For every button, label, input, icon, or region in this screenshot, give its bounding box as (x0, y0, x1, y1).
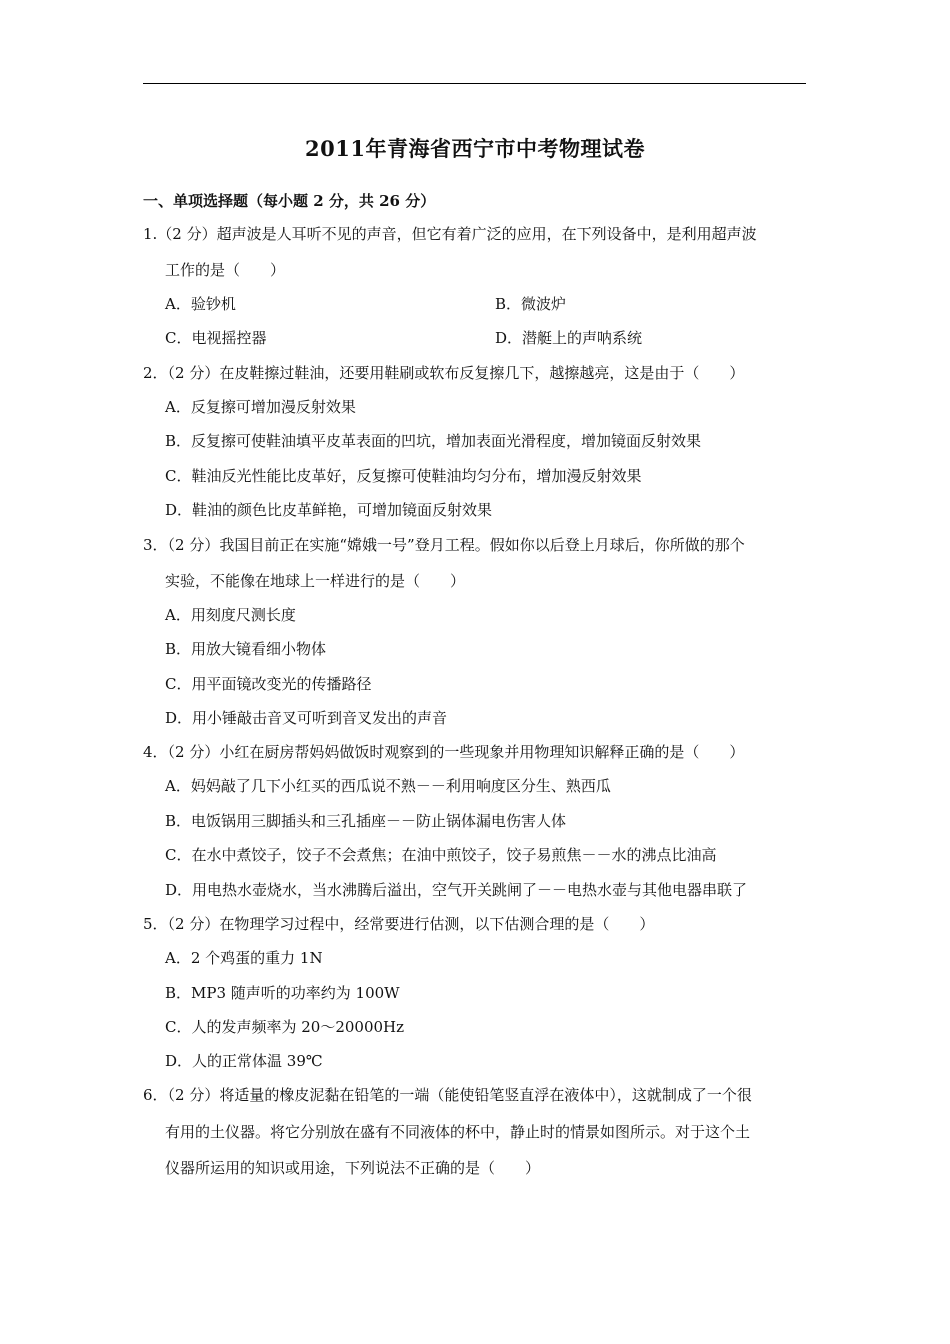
question-6-stem: 6．（2 分）将适量的橡皮泥黏在铅笔的一端（能使铅笔竖直浮在液体中），这就制成了一个很 (143, 1086, 752, 1104)
section-heading: 一、单项选择题（每小题 2 分，共 26 分） (143, 192, 436, 210)
question-4-option-b: B．电饭锅用三脚插头和三孔插座－－防止锅体漏电伤害人体 (165, 812, 567, 830)
question-6-stem-cont-2: 仪器所运用的知识或用途，下列说法不正确的是（ ） (165, 1159, 541, 1177)
question-2-option-b: B．反复擦可使鞋油填平皮革表面的凹坑，增加表面光滑程度，增加镜面反射效果 (165, 432, 702, 450)
header-rule (143, 83, 806, 84)
question-2-option-a: A．反复擦可增加漫反射效果 (165, 398, 356, 416)
question-2-option-c: C．鞋油反光性能比皮革好，反复擦可使鞋油均匀分布，增加漫反射效果 (165, 467, 642, 485)
question-5-option-b: B．MP3 随声听的功率约为 100W (165, 984, 400, 1002)
question-1-option-b: B．微波炉 (495, 295, 567, 313)
question-6-stem-cont-1: 有用的土仪器。将它分别放在盛有不同液体的杯中，静止时的情景如图所示。对于这个土 (165, 1123, 751, 1141)
question-3-option-d: D．用小锤敲击音叉可听到音叉发出的声音 (165, 709, 448, 727)
question-4-option-a: A．妈妈敲了几下小红买的西瓜说不熟－－利用响度区分生、熟西瓜 (165, 777, 611, 795)
question-3-option-b: B．用放大镜看细小物体 (165, 640, 327, 658)
question-3-stem: 3．（2 分）我国目前正在实施“嫦娥一号”登月工程。假如你以后登上月球后，你所做的那个 (143, 536, 745, 554)
question-3-option-a: A．用刻度尺测长度 (165, 606, 296, 624)
page-title: 2011年青海省西宁市中考物理试卷 (305, 136, 645, 161)
question-1-option-d: D．潜艇上的声呐系统 (495, 329, 643, 347)
question-2-stem: 2．（2 分）在皮鞋擦过鞋油，还要用鞋刷或软布反复擦几下，越擦越亮，这是由于（ ） (143, 364, 745, 382)
question-4-stem: 4．（2 分）小红在厨房帮妈妈做饭时观察到的一些现象并用物理知识解释正确的是（ ） (143, 743, 745, 761)
question-5-option-a: A．2 个鸡蛋的重力 1N (165, 949, 323, 967)
question-4-option-d: D．用电热水壶烧水，当水沸腾后溢出，空气开关跳闸了－－电热水壶与其他电器串联了 (165, 881, 748, 899)
question-1-option-c: C．电视摇控器 (165, 329, 267, 347)
question-5-stem: 5．（2 分）在物理学习过程中，经常要进行估测，以下估测合理的是（ ） (143, 915, 655, 933)
question-4-option-c: C．在水中煮饺子，饺子不会煮焦；在油中煎饺子，饺子易煎焦－－水的沸点比油高 (165, 846, 717, 864)
question-1-stem-cont: 工作的是（ ） (165, 261, 286, 279)
question-3-stem-cont: 实验，不能像在地球上一样进行的是（ ） (165, 572, 466, 590)
question-5-option-d: D．人的正常体温 39℃ (165, 1052, 323, 1070)
question-1-option-a: A．验钞机 (165, 295, 236, 313)
question-5-option-c: C．人的发声频率为 20～20000Hz (165, 1018, 405, 1036)
question-1-stem: 1.（2 分）超声波是人耳听不见的声音，但它有着广泛的应用，在下列设备中，是利用超声波 (143, 225, 757, 243)
question-3-option-c: C．用平面镜改变光的传播路径 (165, 675, 372, 693)
question-2-option-d: D．鞋油的颜色比皮革鲜艳，可增加镜面反射效果 (165, 501, 493, 519)
